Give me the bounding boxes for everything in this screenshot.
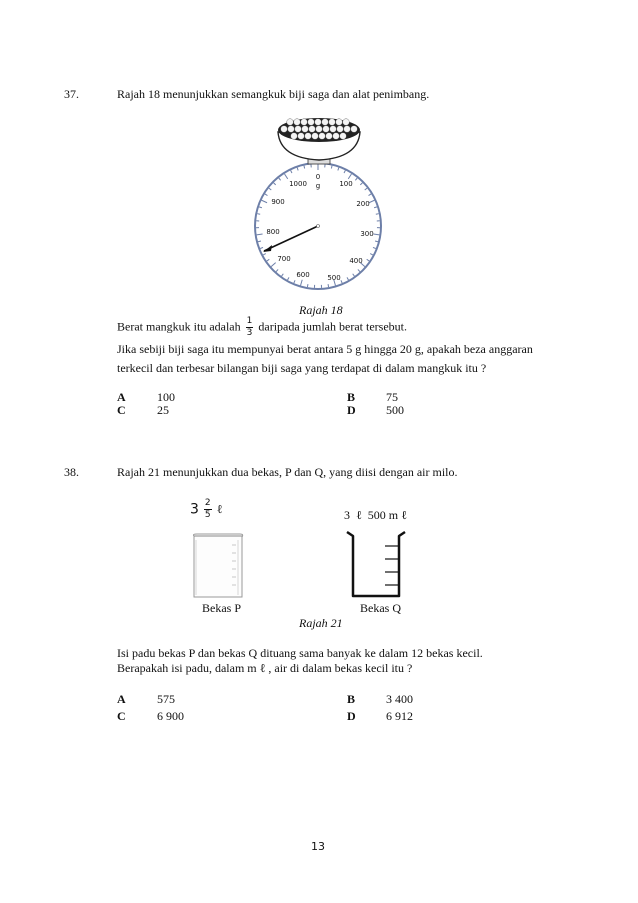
q38-line1: Isi padu bekas P dan bekas Q dituang sama banyak ke dalam 12 bekas kecil. [117,646,483,660]
q37-line3: terkecil dan terbesar bilangan biji saga yang terdapat di dalam mangkuk itu ? [117,361,487,375]
q37-option-d-letter: D [347,403,356,417]
saga-seed [337,126,344,133]
page-number: 13 [311,840,325,853]
scale-label-500: 500 [327,274,341,282]
volume-p-numerator: 2 [204,498,211,508]
dial-tick [307,284,308,287]
scale-label-100: 100 [339,180,353,188]
saga-seed [315,119,322,126]
scale-label-1000: 1000 [289,180,307,188]
q38-number: 38. [64,465,79,479]
q37-line1 [117,317,407,338]
scale-label-200: 200 [356,200,370,208]
q37-option-b-letter: B [347,390,356,404]
q38-option-a-value: 575 [157,692,175,706]
saga-seed [295,126,302,133]
volume-p-fraction [204,499,212,520]
scale-label-600: 600 [296,271,310,279]
dial-tick [304,166,305,169]
dial-tick [376,214,379,215]
q37-line1-after: daripada jumlah berat tersebut. [258,319,407,334]
q37-option-a-value: 100 [157,390,175,404]
scale-label-900: 900 [271,198,285,206]
saga-seed [351,126,358,133]
q38-option-d-letter: D [347,709,356,723]
saga-seed [308,119,315,126]
figure-caption-21: Rajah 21 [299,616,343,630]
saga-seed [281,126,288,133]
saga-seed [298,133,305,140]
scale-label-300: 300 [360,230,374,238]
container-q-label: Bekas Q [360,601,401,615]
beaker-p [188,531,248,601]
fraction-numerator: 1 [246,316,253,326]
dial-tick [257,214,260,215]
q37-stem: Rajah 18 menunjukkan semangkuk biji saga dan alat penimbang. [117,87,430,101]
scale-dial [255,163,381,289]
saga-seed [343,119,350,126]
q38-line2: Berapakah isi padu, dalam m ℓ , air di dalam bekas kecil itu ? [117,661,413,675]
q38-option-b-value: 3 400 [386,692,413,706]
q37-option-d-value: 500 [386,403,404,417]
scale-label-700: 700 [277,255,291,263]
one-third-fraction [246,317,254,338]
q37-option-c-letter: C [117,403,126,417]
saga-seed [294,119,301,126]
saga-seed [336,119,343,126]
saga-seed [340,133,347,140]
container-q-volume: 3 ℓ 500 m ℓ [344,508,407,522]
saga-seed [330,126,337,133]
q38-option-c-value: 6 900 [157,709,184,723]
saga-seed [309,126,316,133]
scale-label-800: 800 [266,228,280,236]
scale-label-0: 0 [315,173,321,181]
container-p-volume [190,499,222,520]
container-p-label: Bekas P [202,601,241,615]
saga-seed [344,126,351,133]
q37-line2: Jika sebiji biji saga itu mempunyai berat antara 5 g hingga 20 g, apakah beza anggaran [117,342,533,356]
q37-option-a-letter: A [117,390,126,404]
saga-seed [316,126,323,133]
saga-seed [312,133,319,140]
saga-seed [301,119,308,126]
saga-seed [323,126,330,133]
bowl-and-scale-diagram [250,108,390,298]
q37-number: 37. [64,87,79,101]
q37-option-b-value: 75 [386,390,398,404]
q38-option-c-letter: C [117,709,126,723]
saga-seed [287,119,294,126]
saga-seed [326,133,333,140]
volume-p-denominator: 5 [204,510,211,520]
saga-seed [302,126,309,133]
saga-seed [319,133,326,140]
saga-seed [333,133,340,140]
q38-option-d-value: 6 912 [386,709,413,723]
scale-label-400: 400 [349,257,363,265]
bowl-of-seeds [278,118,360,164]
q38-option-b-letter: B [347,692,356,706]
saga-seed [305,133,312,140]
q38-option-a-letter: A [117,692,126,706]
volume-p-whole: 3 [190,501,199,518]
volume-p-unit: ℓ [216,502,223,516]
dial-tick [328,284,329,287]
saga-seed [288,126,295,133]
saga-seed [329,119,336,126]
saga-seed [291,133,298,140]
q37-option-c-value: 25 [157,403,169,417]
scale-label-g: g [315,182,321,190]
q38-stem: Rajah 21 menunjukkan dua bekas, P dan Q, yang diisi dengan air milo. [117,465,458,479]
fraction-denominator: 3 [246,328,253,338]
figure-caption-18: Rajah 18 [299,303,343,317]
q37-line1-before: Berat mangkuk itu adalah [117,319,241,334]
beaker-q [343,528,409,600]
dial-tick [331,166,332,169]
saga-seed [322,119,329,126]
